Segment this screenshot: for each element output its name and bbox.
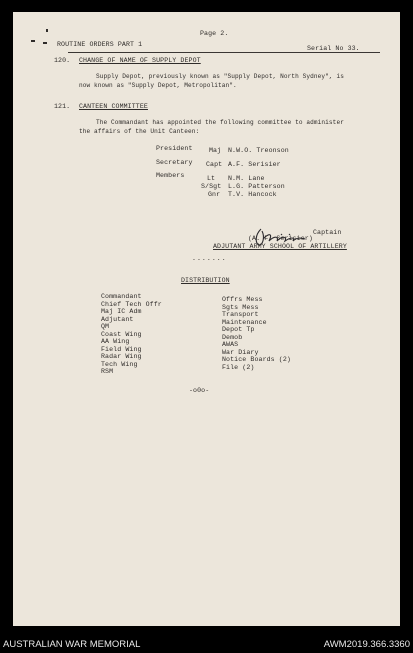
committee-rank: S/Sgt bbox=[201, 183, 222, 190]
header-rule bbox=[68, 52, 380, 53]
punch-mark bbox=[43, 42, 47, 44]
item-121-title: CANTEEN COMMITTEE bbox=[79, 103, 148, 110]
distribution-item: Field Wing bbox=[101, 345, 142, 353]
footer-accession-id: AWM2019.366.3360 bbox=[323, 639, 410, 650]
distribution-item: Transport bbox=[222, 311, 259, 318]
distribution-item: Notice Boards (2) bbox=[222, 356, 291, 363]
distribution-item: Adjutant bbox=[101, 315, 134, 323]
committee-name: L.G. Patterson bbox=[228, 183, 285, 190]
footer-institution: AUSTRALIAN WAR MEMORIAL bbox=[3, 639, 141, 650]
distribution-heading: DISTRIBUTION bbox=[181, 277, 230, 284]
committee-rank: Lt bbox=[207, 175, 216, 182]
end-mark: -o0o- bbox=[189, 387, 210, 394]
distribution-item: Maintenance bbox=[222, 318, 267, 326]
committee-rank: Capt bbox=[206, 161, 223, 168]
archive-footer bbox=[0, 636, 413, 653]
committee-rank: Gnr bbox=[208, 191, 221, 198]
page-number: Page 2. bbox=[200, 30, 229, 37]
distribution-item: Commandant bbox=[101, 293, 142, 300]
distribution-item: War Diary bbox=[222, 348, 259, 356]
committee-role: President bbox=[156, 145, 193, 152]
distribution-item: Tech Wing bbox=[101, 360, 138, 368]
distribution-item: QM bbox=[101, 323, 110, 330]
committee-role: Secretary bbox=[156, 159, 193, 166]
header-title: ROUTINE ORDERS PART 1 bbox=[57, 41, 143, 48]
distribution-item: Chief Tech Offr bbox=[101, 300, 162, 308]
distribution-item: Coast Wing bbox=[101, 330, 142, 338]
distribution-item: Maj IC Adm bbox=[101, 308, 142, 315]
distribution-item: AWAS bbox=[222, 341, 239, 348]
serial-number: Serial No 33. bbox=[307, 45, 360, 52]
distribution-item: Radar Wing bbox=[101, 353, 142, 360]
distribution-item: AA Wing bbox=[101, 338, 130, 345]
separator-dots: ....... bbox=[192, 255, 227, 262]
distribution-item: Depot Tp bbox=[222, 326, 255, 333]
punch-mark bbox=[31, 40, 35, 42]
distribution-item: RSM bbox=[101, 368, 114, 375]
signature-name: (A. F. Serisier) bbox=[248, 235, 313, 242]
item-120-line1: Supply Depot, previously known as "Supply Depot, North Sydney", is bbox=[96, 73, 344, 80]
distribution-item: File (2) bbox=[222, 363, 255, 371]
committee-name: N.M. Lane bbox=[228, 175, 265, 182]
committee-name: A.F. Serisier bbox=[228, 161, 281, 168]
item-120-title: CHANGE OF NAME OF SUPPLY DEPOT bbox=[79, 57, 201, 64]
item-121-line2: the affairs of the Unit Canteen: bbox=[79, 128, 200, 135]
signature-title: ADJUTANT ARMY SCHOOL OF ARTILLERY bbox=[213, 243, 347, 250]
committee-role: Members bbox=[156, 172, 185, 179]
item-120-number: 120. bbox=[54, 57, 71, 64]
signature-rank: Captain bbox=[313, 229, 342, 236]
item-121-number: 121. bbox=[54, 103, 71, 110]
committee-name: N.W.O. Treonson bbox=[228, 147, 289, 154]
distribution-item: Offrs Mess bbox=[222, 296, 263, 303]
punch-mark bbox=[46, 29, 48, 32]
item-121-line1: The Commandant has appointed the following committee to administer bbox=[96, 119, 344, 126]
item-120-line2: now known as "Supply Depot, Metropolitan". bbox=[79, 82, 237, 89]
document-page bbox=[13, 12, 400, 626]
committee-name: T.V. Hancock bbox=[228, 191, 277, 198]
committee-rank: Maj bbox=[209, 147, 222, 154]
distribution-item: Demob bbox=[222, 333, 243, 341]
distribution-item: Sgts Mess bbox=[222, 303, 259, 311]
